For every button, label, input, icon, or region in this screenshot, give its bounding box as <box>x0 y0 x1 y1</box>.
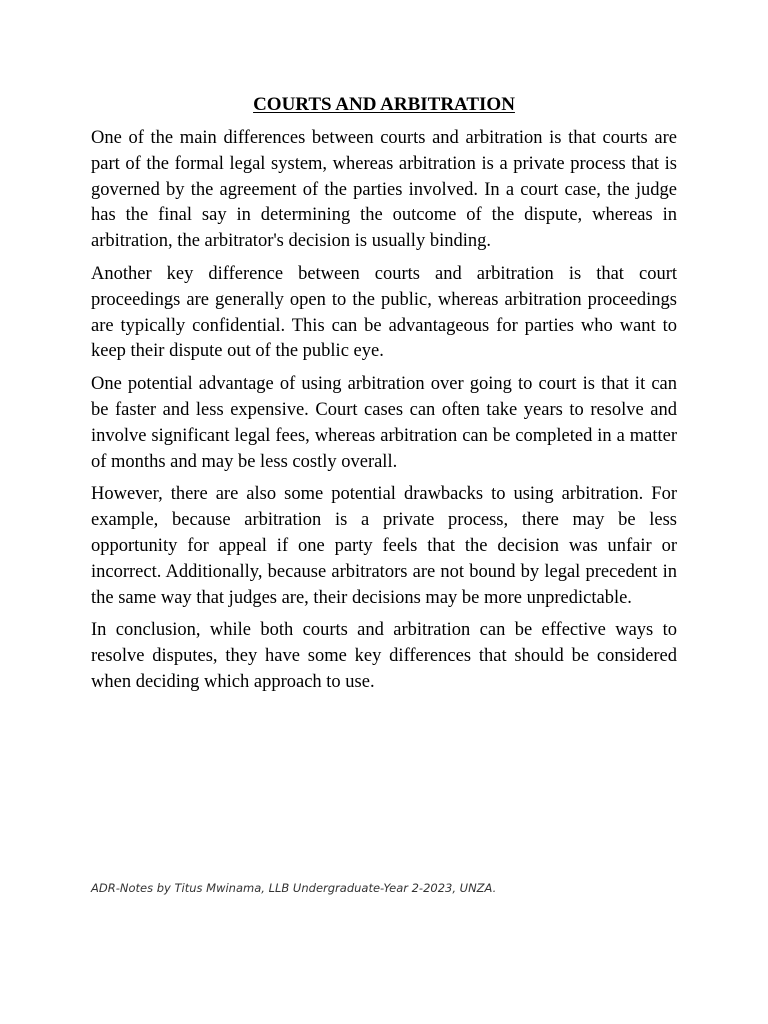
document-title: COURTS AND ARBITRATION <box>253 94 515 115</box>
paragraph-5: In conclusion, while both courts and arbitration can be effective ways to resolve disputes, they have some key differences that should be considered when deciding which approach to use. <box>91 620 677 692</box>
document-body <box>91 126 677 703</box>
paragraph-1: One of the main differences between courts and arbitration is that courts are part of the formal legal system, whereas arbitration is a private process that is governed by the agreement of the parties involved. In a court case, the judge has the final say in determining the outcome of the dispute, whereas in arbitration, the arbitrator's decision is usually binding. <box>91 128 677 252</box>
paragraph-4: However, there are also some potential drawbacks to using arbitration. For example, because arbitration is a private process, there may be less opportunity for appeal if one party feels that the decision was unfair or incorrect. Additionally, because arbitrators are not bound by legal precedent in the same way that judges are, their decisions may be more unpredictable. <box>91 484 677 608</box>
paragraph-3: One potential advantage of using arbitration over going to court is that it can be faster and less expensive. Court cases can often take years to resolve and involve significant legal fees, whereas arbitration can be completed in a matter of months and may be less costly overall. <box>91 374 677 472</box>
document-footer: ADR-Notes by Titus Mwinama, LLB Undergraduate-Year 2-2023, UNZA. <box>91 881 497 895</box>
paragraph-2: Another key difference between courts and arbitration is that court proceedings are generally open to the public, whereas arbitration proceedings are typically confidential. This can be advantageous for parties who want to keep their dispute out of the public eye. <box>91 263 677 362</box>
